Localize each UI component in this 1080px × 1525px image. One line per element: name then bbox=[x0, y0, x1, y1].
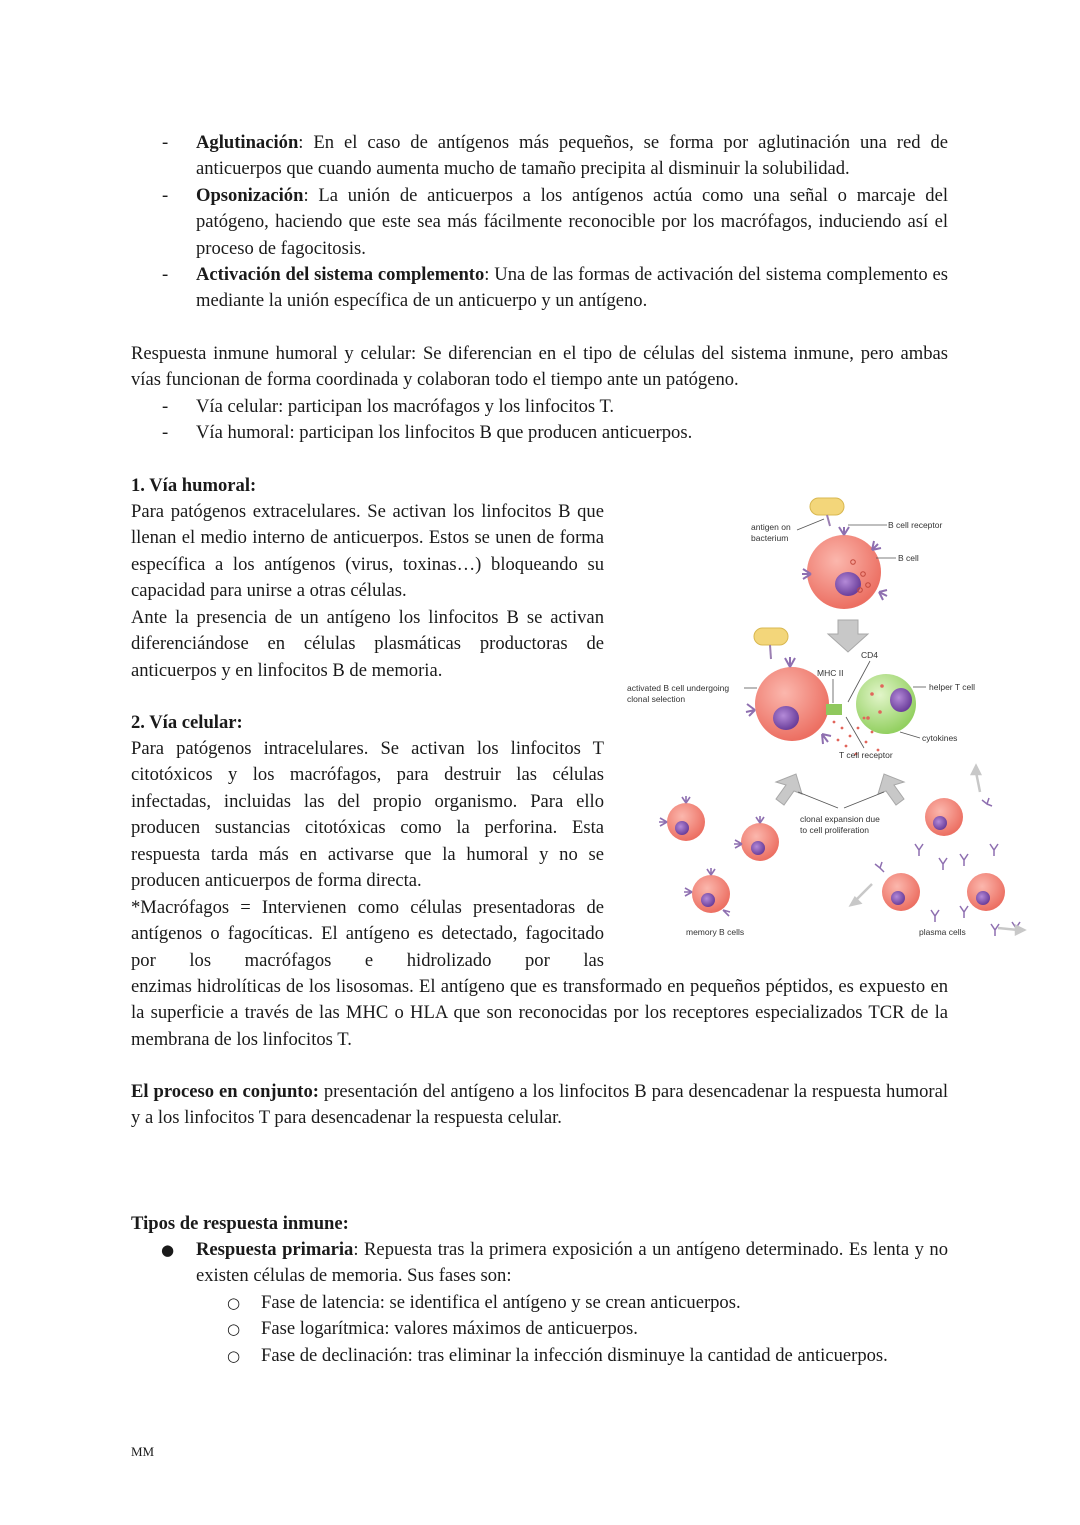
list-item-text: Vía celular: participan los macrófagos y los linfocitos T. bbox=[196, 396, 615, 417]
plasma-cell bbox=[925, 798, 963, 836]
dash-bullet: - bbox=[162, 264, 169, 285]
macrofagos-paragraph-end: enzimas hidrolíticas de los lisosomas. El antígeno que es transformado en pequeños péptidos, es expuesto en la superficie a través de las MHC o HLA que son reconocidas por los receptores especializados TCR de la membrana de los linfocitos T. bbox=[131, 976, 948, 1050]
plasma-cell bbox=[882, 873, 920, 911]
label-clonal-selection: clonal selection bbox=[627, 694, 686, 704]
list-item-complemento bbox=[131, 262, 948, 316]
label-b-cell: B cell bbox=[898, 553, 919, 563]
list-item-text: Opsonización: La unión de anticuerpos a los antígenos actúa como una señal o marcaje del patógeno, haciendo que este sea más fácilmente reconocible por los macrófagos, induciendo así el proceso de fagocitosis. bbox=[196, 185, 948, 259]
helper-t-cell bbox=[856, 674, 916, 734]
label-cell-proliferation: to cell proliferation bbox=[800, 825, 869, 835]
list-item-text: Vía humoral: participan los linfocitos B que producen anticuerpos. bbox=[196, 422, 693, 443]
b-cell-activation-diagram bbox=[620, 492, 1030, 947]
label-activated-b-cell: activated B cell undergoing bbox=[627, 683, 730, 693]
label-mhc-ii: MHC II bbox=[817, 668, 844, 678]
label-b-cell-receptor: B cell receptor bbox=[888, 520, 943, 530]
label-plasma-cells: plasma cells bbox=[919, 927, 966, 937]
humoral-paragraph-2: Ante la presencia de un antígeno los linfocitos B se activan diferenciándose en células plasmáticas productoras de anticuerpos y en linfocitos B de memoria. bbox=[131, 607, 604, 681]
dash-bullet: - bbox=[162, 422, 169, 443]
tipos-heading: Tipos de respuesta inmune: bbox=[131, 1213, 349, 1234]
circle-bullet: ○ bbox=[227, 1294, 241, 1312]
bullet-dot: ● bbox=[161, 1241, 175, 1259]
split-arrow-right bbox=[878, 774, 904, 805]
dash-bullet: - bbox=[162, 396, 169, 417]
humoral-heading: 1. Vía humoral: bbox=[131, 475, 257, 496]
humoral-paragraph-1: Para patógenos extracelulares. Se activan los linfocitos B que llenan el medio interno de anticuerpos. Estos se unen de forma específica a los antígenos (virus, toxinas…) bloqueando su capacidad para unirse a otras células. bbox=[131, 501, 604, 602]
sublist-item-text: Fase de declinación: tras eliminar la infección disminuye la cantidad de anticuerpos. bbox=[261, 1345, 888, 1366]
list-item-via-celular bbox=[131, 394, 948, 421]
intro-paragraph: Respuesta inmune humoral y celular: Se diferencian en el tipo de células del sistema inmune, pero ambas vías funcionan de forma coordinada y colaboran todo el tiempo ante un patógeno. bbox=[131, 343, 948, 391]
footer-initials: MM bbox=[131, 1444, 155, 1459]
list-item-opsonizacion bbox=[131, 183, 948, 263]
sublist-item-text: Fase de latencia: se identifica el antígeno y se crean anticuerpos. bbox=[261, 1292, 741, 1313]
down-arrow bbox=[828, 620, 868, 652]
split-arrow-left bbox=[776, 774, 802, 805]
memory-b-cell bbox=[684, 868, 730, 916]
label-antigen-on: antigen on bbox=[751, 522, 791, 532]
label-cd4: CD4 bbox=[861, 650, 879, 660]
conjunto-paragraph bbox=[131, 1079, 948, 1132]
list-item-text: Activación del sistema complemento: Una de las formas de activación del sistema complemento es mediante la unión específica de un anticuerpo y un antígeno. bbox=[196, 264, 949, 312]
list-item-aglutinacion bbox=[131, 130, 948, 184]
list-item-text: Aglutinación: En el caso de antígenos más pequeños, se forma por aglutinación una red de anticuerpos que cuando aumenta mucho de tamaño precipita al disminuir la solubilidad. bbox=[196, 132, 948, 180]
list-item-respuesta-primaria bbox=[131, 1237, 948, 1291]
circle-bullet: ○ bbox=[227, 1320, 241, 1338]
celular-heading: 2. Vía celular: bbox=[131, 712, 243, 733]
label-helper-t-cell: helper T cell bbox=[929, 682, 975, 692]
label-t-cell-receptor: T cell receptor bbox=[839, 750, 893, 760]
dash-bullet: - bbox=[162, 132, 169, 153]
memory-b-cell bbox=[659, 796, 705, 841]
sublist-item-text: Fase logarítmica: valores máximos de anticuerpos. bbox=[261, 1318, 638, 1339]
b-cell-top bbox=[802, 527, 887, 609]
label-memory-b-cells: memory B cells bbox=[686, 927, 745, 937]
celular-paragraph-1: Para patógenos intracelulares. Se activan los linfocitos T citotóxicos y los macrófagos, para destruir las células infectadas, incluidas las del propio organismo. Para ello producen sustancias citotóxicas como la perforina. Esta respuesta tarda más en activarse que la humoral y no se producen anticuerpos de forma directa. bbox=[131, 738, 604, 892]
conjunto-label: El proceso en conjunto: bbox=[131, 1081, 319, 1102]
secretion-arrows bbox=[851, 766, 1024, 934]
bacterium-middle bbox=[754, 628, 788, 659]
memory-b-cell bbox=[734, 816, 779, 861]
label-clonal-expansion: clonal expansion due bbox=[800, 814, 880, 824]
list-item-via-humoral bbox=[131, 420, 948, 447]
plasma-cell bbox=[967, 873, 1005, 911]
bacterium-top bbox=[810, 498, 844, 526]
mhc-tcr-contact bbox=[826, 704, 842, 715]
label-cytokines: cytokines bbox=[922, 733, 958, 743]
dash-bullet: - bbox=[162, 185, 169, 206]
circle-bullet: ○ bbox=[227, 1347, 241, 1365]
macrofagos-paragraph-start: *Macrófagos = Intervienen como células presentadoras de antígenos o fagocíticas. El antígeno es detectado, fagocitado por los macrófagos e hidrolizado por las bbox=[131, 897, 604, 971]
conjunto-text: presentación del antígeno a los linfocitos B para desencadenar la respuesta humoral y a los linfocitos T para desencadenar la respuesta celular. bbox=[131, 1081, 948, 1129]
list-item-text: Respuesta primaria: Repuesta tras la primera exposición a un antígeno determinado. Es lenta y no existen células de memoria. Sus fases son: bbox=[196, 1239, 948, 1287]
label-bacterium: bacterium bbox=[751, 533, 789, 543]
